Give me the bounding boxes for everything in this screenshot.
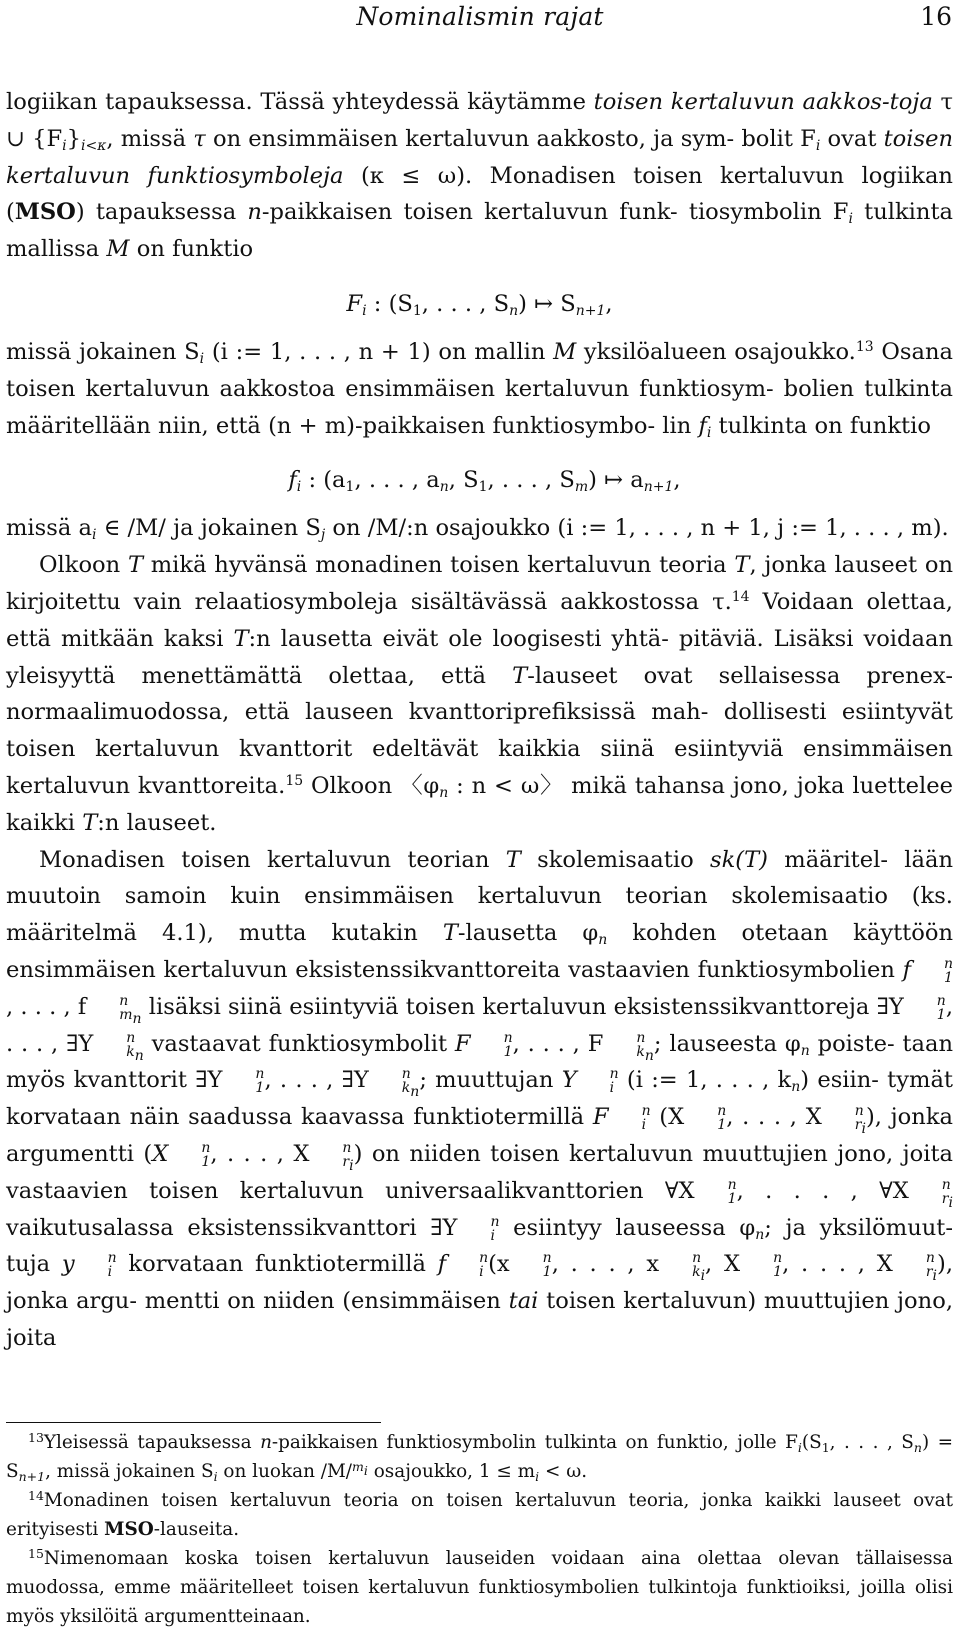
footnote-divider (6, 1422, 381, 1423)
paragraph-3: missä $a_i$ ∈ /M/ ja jokainen $S_j$ on /M/:n osajoukko (i := 1, . . . , n + 1, j := 1, . . . , m). (6, 515, 949, 544)
body-text (6, 84, 953, 1357)
footnote-15: $^{15}$Nimenomaan koska toisen kertaluvun lauseiden voidaan aina olettaa olevan tällaisessa muodossa, emme määritelleet toisen kertaluvun funktiosymbolien tulkintoja funktioiksi, joilla olisi myös yksilöitä argumentteinaan. (6, 1546, 953, 1627)
footnote-ref-13[interactable]: 13 (855, 338, 874, 355)
formula-1: $F_i$ : ($S_1$, . . . , $S_n$) ↦ $S_{n+1}$, (346, 290, 613, 319)
paragraph-2: missä jokainen $S_i$ (i := 1, . . . , n + 1) on mallin M yksilöalueen osajoukko.$^{13}$ Osana toisen kertaluvun aakkostoa ensimmäisen kertaluvun funktiosym- bolien tulkinta määritellään niin, että (n + m)-paikkaisen funktiosymbo- lin $f_i$ tulkinta on funktio (6, 338, 954, 441)
footnote-14: $^{14}$Monadinen toisen kertaluvun teoria on toisen kertaluvun teoria, jonka kaikki lauseet ovat erityisesti MSO-lauseita. (6, 1488, 953, 1540)
paragraph-5: Monadisen toisen kertaluvun teorian T skolemisaatio sk(T) määritel- lään muutoin samoin kuin ensimmäisen kertaluvun teorian skolemisaatio (ks. määritelmä 4.1), mutta kutakin T-lausetta $\varphi_n$ kohden otetaan käyttöön ensimmäisen kertaluvun eksistenssikvanttoreita vastaavien funktiosymbolien f n 1 , . . . , f n $m_n$ lisäksi siinä esiintyviä toisen kertaluvun eksistenssikvanttoreja ∃Y n 1 , . . . , ∃Y n $k_n$ vastaavat funktiosymbolit F n 1 , . . . , F n $k_n$ ; lauseesta $\varphi_n$ poiste- taan myös kvanttorit ∃Y n 1 , . . . , ∃Y n $k_n$ ; muuttujan Y n i (i := 1, . . . , $k_n$) esiin- tymät korvataan näin saadussa kaavassa funktiotermillä F n i (X n 1 , . . . , X n $r_i$ ), jonka argumentti (X n 1 , . . . , X n $r_i$ ) on niiden toisen kertaluvun muuttujien jono, joita vastaavien toisen kertaluvun universaalikvanttorien ∀X n 1 , . . . , ∀X n $r_i$ vaikutusalassa eksistenssikvanttori ∃Y n i esiintyy lauseessa $\varphi_n$; ja yksilömuut- tuja y n i korvataan funktiotermillä f n i (x n 1 , . . . , x n $k_i$ , X n 1 , . . . , X n $r_i$ ), jonka argu- mentti on niiden (ensimmäisen tai toisen kertaluvun) muuttujien jono, joita (6, 846, 954, 1351)
footnote-13: $^{13}$Yleisessä tapauksessa n-paikkaisen funktiosymbolin tulkinta on funktio, jolle $F_i(S_1$, . . . , $S_n) = S_{n+1}$, missä jokainen $S_i$ on luokan /M/$^{m_i}$ osajoukko, $1 \le m_i < \omega$. (6, 1430, 954, 1484)
footnote-ref-14[interactable]: 14 (731, 588, 750, 605)
formula-2: $f_i$ : ($a_1$, . . . , $a_n$, $S_1$, . . . , $S_m$) ↦ $a_{n+1}$, (288, 467, 681, 496)
footnotes (6, 1428, 953, 1631)
footnote-ref-15[interactable]: 15 (285, 772, 304, 789)
paragraph-4: Olkoon T mikä hyvänsä monadinen toisen kertaluvun teoria T, jonka lauseet on kirjoitettu vain relaatiosymboleja sisältävässä aakkostossa τ.$^{14}$ Voidaan olettaa, että mitkään kaksi T:n lausetta eivät ole loogisesti yhtä- pitäviä. Lisäksi voidaan yleisyyttä menettämättä olettaa, että T-lauseet ovat sellaisessa prenex-normaalimuodossa, että lauseen kvanttoriprefiksissä mah- dollisesti esiintyvät toisen kertaluvun kvanttorit edeltävät kaikkia siinä esiintyviä ensimmäisen kertaluvun kvanttoreita.$^{15}$ Olkoon 〈$\varphi_n$ : n < ω〉 mikä tahansa jono, joka luettelee kaikki T:n lauseet. (6, 552, 953, 836)
page-header (0, 0, 960, 50)
paragraph-1: logiikan tapauksessa. Tässä yhteydessä käytämme toisen kertaluvun aakkos-toja τ ∪ $\{F_i\}_{i<\kappa}$, missä τ on ensimmäisen kertaluvun aakkosto, ja sym- bolit $F_i$ ovat toisen kertaluvun funktiosymboleja (κ ≤ ω). Monadisen toisen kertaluvun logiikan (MSO) tapauksessa n-paikkaisen toisen kertaluvun funk- tiosymbolin $F_i$ tulkinta mallissa M on funktio (6, 89, 954, 263)
running-title: Nominalismin rajat (356, 2, 604, 31)
page-number: 16 (920, 2, 952, 31)
